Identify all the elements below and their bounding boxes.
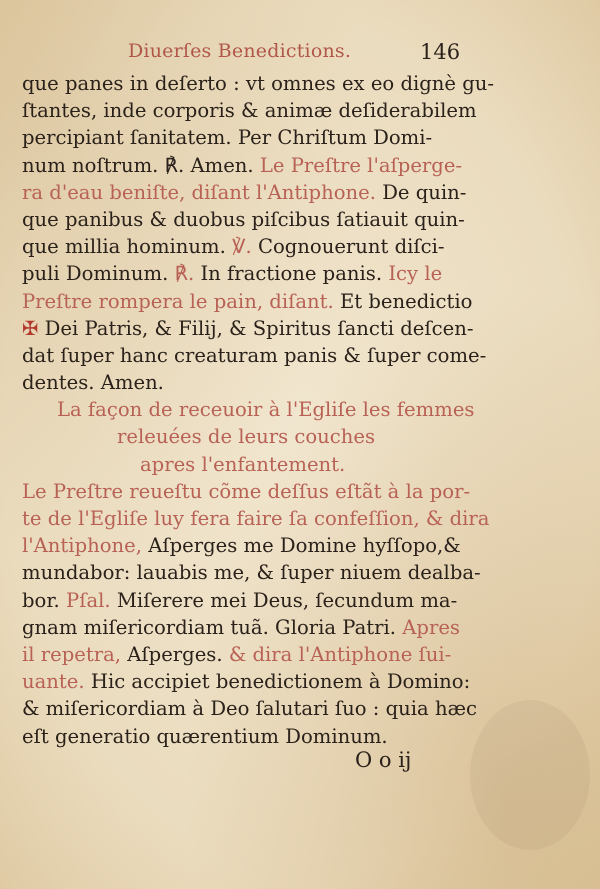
text-line	[22, 233, 472, 260]
rubric-text: te de l'Egliſe luy fera faire ſa confeſſion, & dira	[22, 507, 490, 530]
text-block	[22, 70, 495, 750]
text-line	[22, 97, 477, 124]
body-text: Aſperges.	[127, 642, 229, 666]
text-line	[22, 315, 472, 342]
text-line	[22, 423, 472, 450]
body-text: In fractione panis.	[200, 262, 389, 286]
text-line	[22, 396, 475, 423]
text-line	[22, 559, 481, 586]
text-line	[22, 369, 472, 396]
page-number: 146	[420, 40, 461, 64]
running-title: Diuerſes Benedictions.	[128, 40, 352, 62]
text-line	[22, 70, 495, 97]
body-text: Hic accipiet benedictionem à Domino:	[90, 670, 471, 694]
body-text: Miſerere mei Deus, ſecundum ma-	[116, 588, 458, 612]
body-text: que panibus & duobus piſcibus ſatiauit quin-	[22, 207, 465, 231]
text-line	[22, 179, 472, 206]
rubric-text: Apres	[402, 615, 460, 639]
text-line	[22, 532, 472, 559]
body-text: que panes in deſerto : vt omnes ex eo dignè gu-	[22, 72, 495, 95]
rubric-text: Le Preſtre reueſtu cõme deſſus eſtãt à la por-	[22, 479, 471, 503]
text-line	[22, 152, 472, 179]
signature-mark: O o ij	[355, 748, 412, 772]
body-text: Aſperges me Domine hyſſopo,&	[148, 534, 461, 558]
body-text: De quin-	[382, 180, 467, 204]
body-text: gnam miſericordiam tuã. Gloria Patri.	[22, 615, 403, 639]
text-line	[22, 614, 472, 641]
rubric-text: ra d'eau beniſte, diſant l'Antiphone.	[22, 180, 383, 204]
body-text: puli Dominum.	[22, 262, 175, 286]
rubric-text: Pſal.	[66, 588, 117, 612]
rubric-text: ℣.	[232, 235, 258, 259]
body-text: dentes. Amen.	[22, 371, 164, 395]
rubric-text: Preſtre rompera le pain, diſant.	[22, 289, 340, 313]
body-text: Et benedictio	[339, 289, 473, 313]
text-line	[22, 668, 472, 695]
body-text: eſt generatio quærentium Dominum.	[22, 724, 388, 748]
rubric-text: apres l'enfantement.	[140, 452, 346, 476]
text-line	[22, 695, 477, 722]
rubric-text: uante.	[22, 670, 91, 694]
body-text: Cognouerunt diſci-	[257, 235, 445, 259]
text-line	[22, 342, 487, 369]
body-text: Amen.	[190, 153, 260, 177]
rubric-text: La façon de receuoir à l'Egliſe les femmes	[57, 398, 475, 422]
body-text: & miſericordiam à Deo ſalutari ſuo : quia hæc	[22, 697, 477, 721]
body-text: percipiant ſanitatem. Per Chriſtum Domi-	[22, 126, 433, 150]
text-line	[22, 451, 472, 478]
body-text: ſtantes, inde corporis & animæ deſiderabilem	[22, 99, 477, 123]
rubric-text: Icy le	[388, 262, 443, 286]
body-text: num noſtrum. ℟.	[22, 153, 191, 177]
text-line	[22, 260, 472, 287]
body-text: dat ſuper hanc creaturam panis & ſuper come-	[22, 343, 487, 367]
rubric-text: il repetra,	[22, 642, 128, 666]
rubric-text: releuées de leurs couches	[117, 425, 376, 449]
text-line	[22, 641, 472, 668]
text-line	[22, 124, 472, 151]
body-text: que millia hominum.	[22, 235, 233, 259]
text-line	[22, 206, 472, 233]
rubric-text: Le Preſtre l'aſperge-	[259, 153, 463, 177]
text-line	[22, 478, 472, 505]
text-line	[22, 587, 472, 614]
cross-symbol: ✠	[22, 316, 45, 340]
rubric-text: ℟.	[174, 262, 201, 286]
text-line	[22, 288, 472, 315]
text-line	[22, 723, 472, 750]
rubric-text: l'Antiphone,	[22, 534, 149, 558]
body-text: Dei Patris, & Filij, & Spiritus ſancti deſcen-	[44, 316, 474, 340]
rubric-text: & dira l'Antiphone ſui-	[228, 642, 452, 666]
paper-stain	[470, 700, 590, 850]
body-text: bor.	[22, 588, 67, 612]
body-text: mundabor: lauabis me, & ſuper niuem dealba-	[22, 561, 481, 585]
text-line	[22, 505, 490, 532]
